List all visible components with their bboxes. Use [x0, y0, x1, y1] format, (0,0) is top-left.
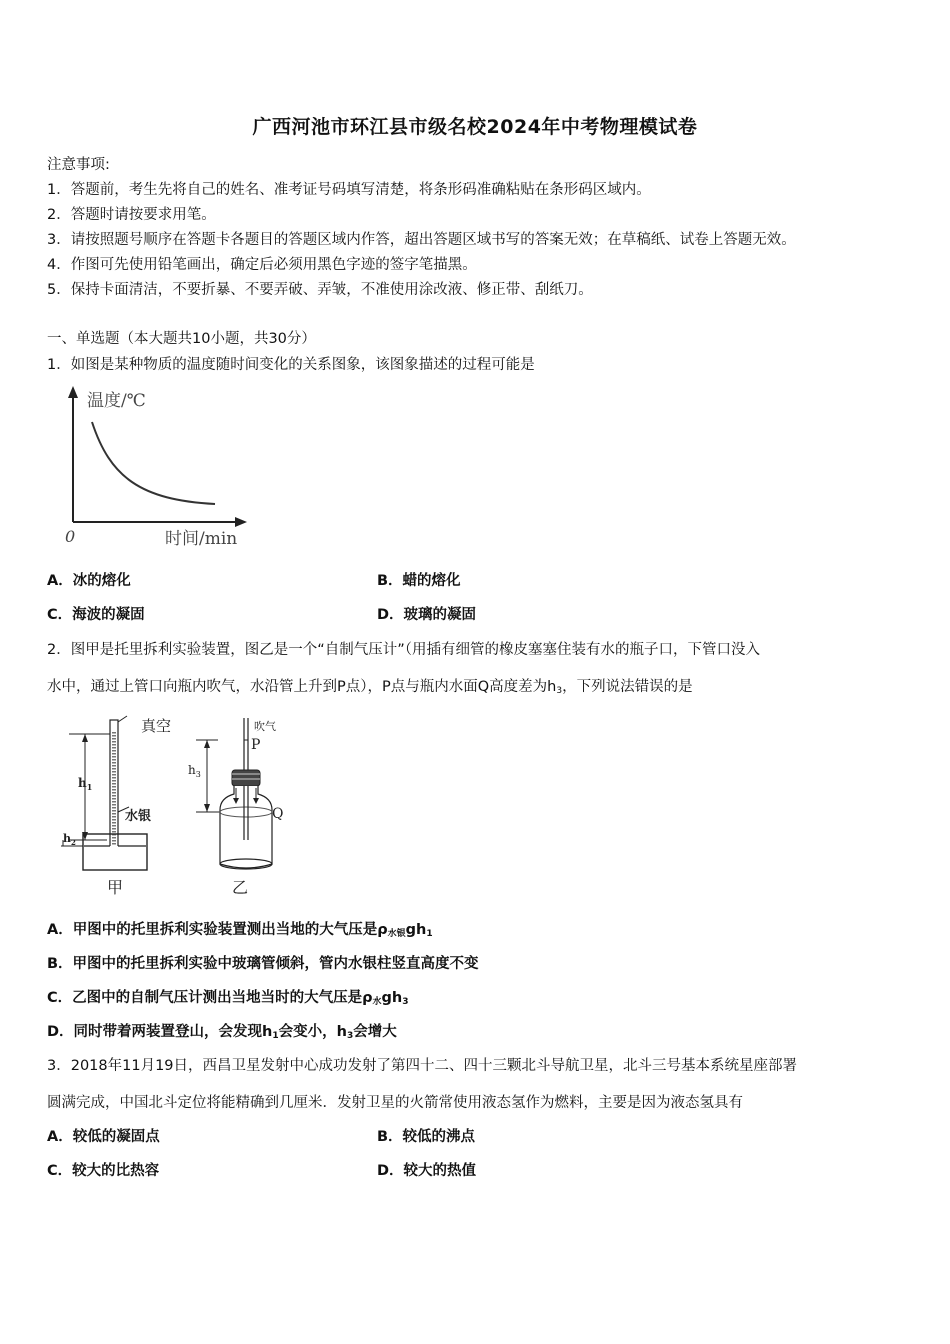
- q1-temperature-graph: [55, 382, 265, 552]
- label-q: Q: [272, 806, 284, 822]
- label-h2-sub: 2: [71, 838, 76, 847]
- label-h3: h: [188, 763, 196, 777]
- q2-option-b[interactable]: B．甲图中的托里拆利实验中玻璃管倾斜，管内水银柱竖直高度不变: [47, 956, 479, 972]
- q3-option-d[interactable]: D．较大的热值: [377, 1163, 477, 1179]
- label-h1: h: [78, 776, 87, 790]
- notice-item: 1．答题前，考生先将自己的姓名、准考证号码填写清楚，将条形码准确粘贴在条形码区域内。: [47, 182, 651, 198]
- label-h2: h: [63, 832, 71, 845]
- q3-stem-line1: 3．2018年11月19日，西昌卫星发射中心成功发射了第四十二、四十三颗北斗导航卫星，北斗三号基本系统星座部署: [47, 1058, 798, 1074]
- section-heading: 一、单选题（本大题共10小题，共30分）: [47, 331, 316, 347]
- q2-torricelli-figure: [55, 712, 185, 900]
- label-p: P: [251, 737, 261, 753]
- notice-item: 2．答题时请按要求用笔。: [47, 207, 216, 223]
- q2-option-c[interactable]: C．乙图中的自制气压计测出当地当时的大气压是$\rho_水gh_3$: [47, 990, 409, 1007]
- graph-origin: 0: [65, 527, 76, 546]
- label-h1-sub: 1: [86, 782, 93, 792]
- q3-option-b[interactable]: B．较低的沸点: [377, 1129, 476, 1145]
- q2-option-d[interactable]: D．同时带着两装置登山，会发现$h_1$会变小，$h_3$会增大: [47, 1024, 397, 1041]
- svg-text:h3: [188, 763, 201, 779]
- q3-option-a[interactable]: A．较低的凝固点: [47, 1129, 160, 1145]
- label-mercury: 水银: [125, 809, 152, 824]
- caption-yi: 乙: [232, 878, 249, 897]
- label-vacuum: 真空: [141, 717, 172, 735]
- graph-ylabel: 温度/℃: [87, 391, 146, 411]
- notice-item: 3．请按照题号顺序在答题卡各题目的答题区域内作答，超出答题区域书写的答案无效；在草稿纸、试卷上答题无效。: [47, 232, 796, 248]
- notice-item: 4．作图可先使用铅笔画出，确定后必须用黑色字迹的签字笔描黑。: [47, 257, 477, 273]
- graph-xlabel: 时间/min: [165, 529, 238, 549]
- label-blow: 吹气: [254, 720, 276, 733]
- q2-stem-line1: 2．图甲是托里拆利实验装置，图乙是一个“自制气压计”（用插有细管的橡皮塞塞住装有水的瓶子口，下管口没入: [47, 642, 760, 658]
- q3-stem-line2: 圆满完成，中国北斗定位将能精确到几厘米．发射卫星的火箭常使用液态氢作为燃料，主要是因为液态氢具有: [47, 1095, 743, 1111]
- q1-option-d[interactable]: D．玻璃的凝固: [377, 607, 477, 623]
- q2-option-a[interactable]: A．甲图中的托里拆利实验装置测出当地的大气压是$\rho_{水银}gh_1$: [47, 922, 433, 939]
- q2-stem-line2: 水中，通过上管口向瓶内吹气，水沿管上升到P点），P点与瓶内水面Q高度差为$h_3$，下列说法错误的是: [47, 679, 693, 696]
- q1-stem: 1．如图是某种物质的温度随时间变化的关系图象，该图象描述的过程可能是: [47, 357, 535, 373]
- svg-text:h1: [78, 776, 92, 792]
- q1-option-b[interactable]: B．蜡的熔化: [377, 573, 461, 589]
- notice-heading: 注意事项:: [47, 157, 110, 173]
- q3-option-c[interactable]: C．较大的比热容: [47, 1163, 160, 1179]
- label-h3-sub: 3: [195, 770, 201, 779]
- page-title: 广西河池市环江县市级名校2024年中考物理模试卷: [252, 116, 698, 138]
- svg-text:h2: [63, 832, 76, 847]
- q1-option-a[interactable]: A．冰的熔化: [47, 573, 131, 589]
- caption-jia: 甲: [107, 878, 124, 897]
- q1-option-c[interactable]: C．海波的凝固: [47, 607, 145, 623]
- notice-item: 5．保持卡面清洁，不要折暴、不要弄破、弄皱，不准使用涂改液、修正带、刮纸刀。: [47, 282, 593, 298]
- q2-barometer-figure: [180, 712, 300, 900]
